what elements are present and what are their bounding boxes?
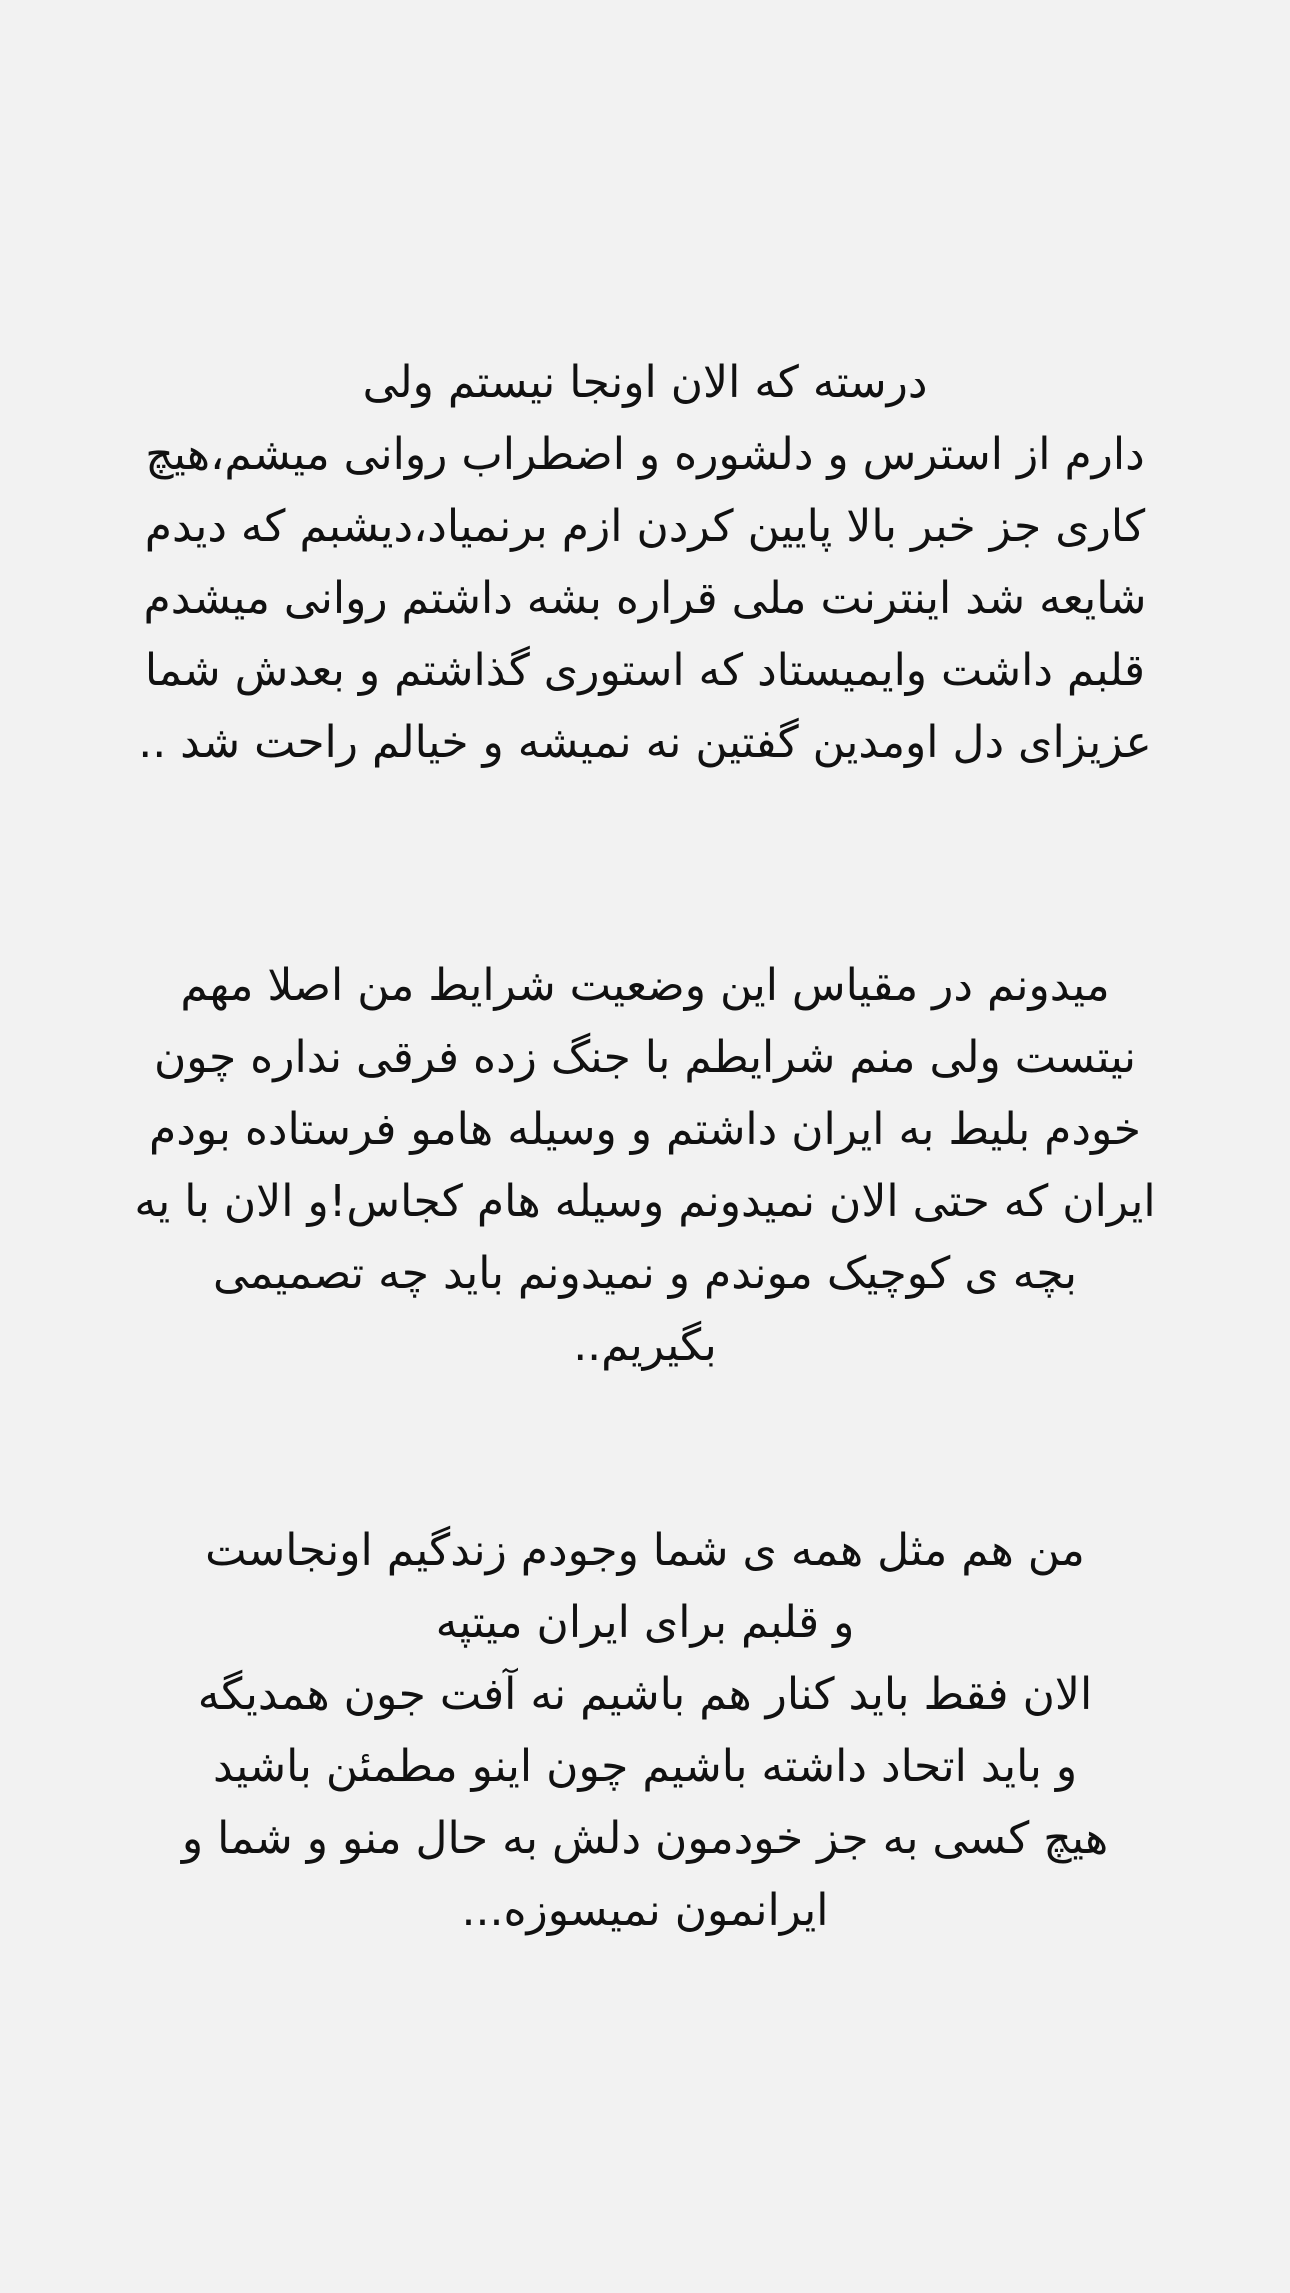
text-line: و قلبم برای ایران میتپه: [435, 1597, 855, 1648]
text-line: دارم از استرس و دلشوره و اضطراب روانی میشم،هیچ: [145, 429, 1145, 480]
text-line: میدونم در مقیاس این وضعیت شرایط من اصلا مهم: [180, 960, 1110, 1011]
text-line: درسته که الان اونجا نیستم ولی: [362, 357, 928, 408]
text-line: نیتست ولی منم شرایطم با جنگ زده فرقی نداره چون: [153, 1032, 1137, 1083]
text-line: عزیزای دل اومدین گفتین نه نمیشه و خیالم راحت شد ..: [138, 717, 1152, 768]
text-line: شایعه شد اینترنت ملی قراره بشه داشتم روانی میشدم: [143, 573, 1147, 624]
text-line: خودم بلیط به ایران داشتم و وسیله هامو فرستاده بودم: [149, 1104, 1141, 1155]
text-line: بگیریم..: [573, 1320, 717, 1371]
text-line: هیچ کسی به جز خودمون دلش به حال منو و شما و: [181, 1813, 1109, 1864]
paragraph-1: [60, 347, 1230, 779]
text-line: و باید اتحاد داشته باشیم چون اینو مطمئن باشید: [212, 1741, 1078, 1792]
text-line: بچه ی کوچیک موندم و نمیدونم باید چه تصمیمی: [212, 1248, 1078, 1299]
text-line: من هم مثل همه ی شما وجودم زندگیم اونجاست: [205, 1525, 1085, 1576]
paragraph-2: [60, 950, 1230, 1382]
paragraph-3: [60, 1515, 1230, 1947]
text-line: قلبم داشت وایمیستاد که استوری گذاشتم و بعدش شما: [144, 645, 1146, 696]
text-line: کاری جز خبر بالا پایین کردن ازم برنمیاد،دیشبم که دیدم: [144, 501, 1146, 552]
text-line: ایرانمون نمیسوزه...: [461, 1885, 829, 1936]
text-line: الان فقط باید کنار هم باشیم نه آفت جون همدیگه: [197, 1669, 1093, 1720]
text-line: ایران که حتی الان نمیدونم وسیله هام کجاس!و الان با یه: [134, 1176, 1156, 1227]
